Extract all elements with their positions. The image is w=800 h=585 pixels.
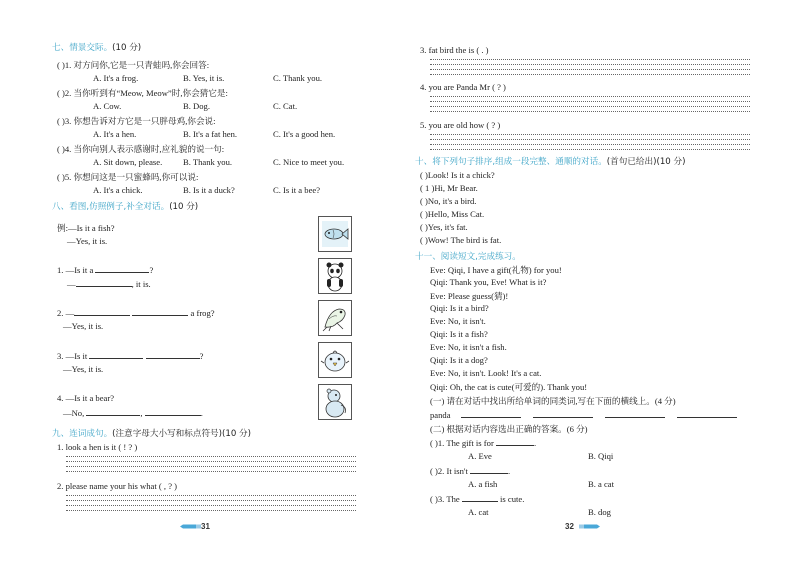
blank[interactable] [677, 409, 737, 418]
page-number-left: 31 [201, 522, 210, 531]
example-question: 例:—Is it a fish? [57, 223, 115, 233]
writing-line[interactable] [430, 96, 750, 97]
dialogue-line: Qiqi: Thank you, Eve! What is it? [430, 277, 547, 287]
blank[interactable] [462, 493, 498, 502]
q9-4-words: 4. you are Panda Mr ( ? ) [420, 82, 506, 92]
writing-line[interactable] [66, 495, 356, 496]
q9-1-words: 1. look a hen is it ( ! ? ) [57, 442, 138, 452]
q8-4-line2: —No, , . [63, 408, 203, 418]
blank[interactable] [132, 307, 188, 316]
writing-line[interactable] [430, 64, 750, 65]
q8-1-line2: — , it is. [67, 279, 151, 289]
writing-line[interactable] [66, 471, 356, 472]
mc-question-1: ( )1. The gift is for . [430, 438, 537, 448]
dialogue-line: Qiqi: Is it a dog? [430, 355, 488, 365]
question-7-1: ( )1. 对方问你,它是一只青蛙吗,你会回答: [57, 60, 210, 70]
option-b: B. Yes, it is. [183, 73, 225, 83]
option-c: C. Cat. [273, 101, 298, 111]
bear-picture [318, 384, 352, 420]
mc-question-2: ( )2. It isn't . [430, 466, 511, 476]
question-7-5: ( )5. 你想问这是一只蜜蜂吗,你可以说: [57, 172, 199, 182]
chick-picture [318, 342, 352, 378]
blank[interactable] [146, 350, 200, 359]
order-line: ( )Yes, it's fat. [420, 222, 468, 232]
q8-3-line2: —Yes, it is. [63, 364, 104, 374]
writing-line[interactable] [430, 139, 750, 140]
option-c: C. It's a good hen. [273, 129, 336, 139]
option-b: B. Is it a duck? [183, 185, 235, 195]
option-a: A. Cow. [93, 101, 122, 111]
dialogue-line: Qiqi: Oh, the cat is cute(可爱的). Thank you! [430, 382, 588, 392]
q9-5-words: 5. you are old how ( ? ) [420, 120, 501, 130]
q8-4-line1: 4. —Is it a bear? [57, 393, 115, 403]
part-2-instruction: (二) 根据对话内容选出正确的答案。(6 分) [430, 424, 588, 434]
q8-3-line1: 3. —Is it ? [57, 351, 204, 361]
q8-2-line1: 2. — a frog? [57, 308, 215, 318]
blank[interactable] [76, 278, 132, 287]
option-a: A. It's a hen. [93, 129, 137, 139]
dialogue-line: Eve: No, it isn't. Look! It's a cat. [430, 368, 542, 378]
page-number-right: 32 [565, 522, 574, 531]
dialogue-line: Eve: No, it isn't a fish. [430, 342, 507, 352]
example-answer: —Yes, it is. [67, 236, 108, 246]
q8-1-line1: 1. —Is it a ? [57, 265, 154, 275]
fish-picture [318, 216, 352, 252]
blank[interactable] [533, 409, 593, 418]
question-7-3: ( )3. 你想告诉对方它是一只胖母鸡,你会说: [57, 116, 216, 126]
blank[interactable] [89, 350, 143, 359]
blank[interactable] [74, 307, 130, 316]
blank[interactable] [145, 407, 201, 416]
section-7-title: 七、情景交际。(10 分) [52, 43, 142, 53]
blank[interactable] [95, 264, 149, 273]
frog-icon [319, 301, 351, 335]
writing-line[interactable] [430, 149, 750, 150]
option-c: C. Is it a bee? [273, 185, 321, 195]
dialogue-line: Eve: Please guess(猜)! [430, 291, 509, 301]
option-b: B. dog [588, 507, 611, 517]
option-a: A. a fish [468, 479, 498, 489]
panda-icon [319, 259, 351, 293]
writing-line[interactable] [430, 144, 750, 145]
panda-row: panda [430, 409, 737, 420]
blank[interactable] [461, 409, 521, 418]
dialogue-line: Eve: Qiqi, I have a gift(礼物) for you! [430, 265, 562, 275]
blank[interactable] [86, 407, 140, 416]
writing-line[interactable] [430, 74, 750, 75]
bear-icon [319, 385, 351, 419]
writing-line[interactable] [430, 111, 750, 112]
q9-3-words: 3. fat bird the is ( . ) [420, 45, 489, 55]
blank[interactable] [470, 465, 508, 474]
writing-line[interactable] [430, 101, 750, 102]
order-line: ( )Look! Is it a chick? [420, 170, 495, 180]
chick-icon [319, 343, 351, 377]
blank[interactable] [605, 409, 665, 418]
section-11-title: 十一、阅读短文,完成练习。 [415, 252, 521, 262]
pencil-icon [180, 524, 202, 529]
writing-line[interactable] [430, 59, 750, 60]
option-b: B. Thank you. [183, 157, 233, 167]
option-c: C. Nice to meet you. [273, 157, 345, 167]
option-b: B. Qiqi [588, 451, 614, 461]
option-a: A. It's a chick. [93, 185, 143, 195]
order-line: ( )Wow! The bird is fat. [420, 235, 502, 245]
pencil-icon [578, 524, 600, 529]
dialogue-line: Eve: No, it isn't. [430, 316, 486, 326]
mc-question-3: ( )3. The is cute. [430, 494, 525, 504]
order-line: ( )Hello, Miss Cat. [420, 209, 485, 219]
section-10-title: 十、将下列句子排序,组成一段完整、通顺的对话。(首句已给出)(10 分) [415, 157, 686, 167]
writing-line[interactable] [66, 456, 356, 457]
part-1-instruction: (一) 请在对话中找出所给单词的同类词,写在下面的横线上。(4 分) [430, 396, 676, 406]
option-a: A. Sit down, please. [93, 157, 163, 167]
writing-line[interactable] [430, 134, 750, 135]
order-line: ( )No, it's a bird. [420, 196, 477, 206]
q8-2-line2: —Yes, it is. [63, 321, 104, 331]
frog-picture [318, 300, 352, 336]
option-c: C. Thank you. [273, 73, 323, 83]
writing-line[interactable] [66, 466, 356, 467]
writing-line[interactable] [66, 500, 356, 501]
writing-line[interactable] [66, 505, 356, 506]
question-7-4: ( )4. 当你向别人表示感谢时,应礼貌的说一句: [57, 144, 225, 154]
option-b: B. It's a fat hen. [183, 129, 238, 139]
writing-line[interactable] [66, 461, 356, 462]
fish-icon [319, 217, 351, 251]
option-b: B. Dog. [183, 101, 210, 111]
q9-2-words: 2. please name your his what ( , ? ) [57, 481, 178, 491]
writing-line[interactable] [66, 510, 356, 511]
option-b: B. a cat [588, 479, 615, 489]
dialogue-line: Qiqi: Is it a bird? [430, 303, 489, 313]
option-a: A. It's a frog. [93, 73, 139, 83]
writing-line[interactable] [430, 69, 750, 70]
section-8-title: 八、看图,仿照例子,补全对话。(10 分) [52, 202, 199, 212]
writing-line[interactable] [430, 106, 750, 107]
option-a: A. Eve [468, 451, 492, 461]
question-7-2: ( )2. 当你听到有“Meow, Meow”时,你会猜它是: [57, 88, 228, 98]
section-9-title: 九、连词成句。(注意字母大小写和标点符号)(10 分) [52, 429, 251, 439]
blank[interactable] [496, 437, 534, 446]
dialogue-line: Qiqi: Is it a fish? [430, 329, 488, 339]
order-line: ( 1 )Hi, Mr Bear. [420, 183, 478, 193]
panda-picture [318, 258, 352, 294]
option-a: A. cat [468, 507, 489, 517]
